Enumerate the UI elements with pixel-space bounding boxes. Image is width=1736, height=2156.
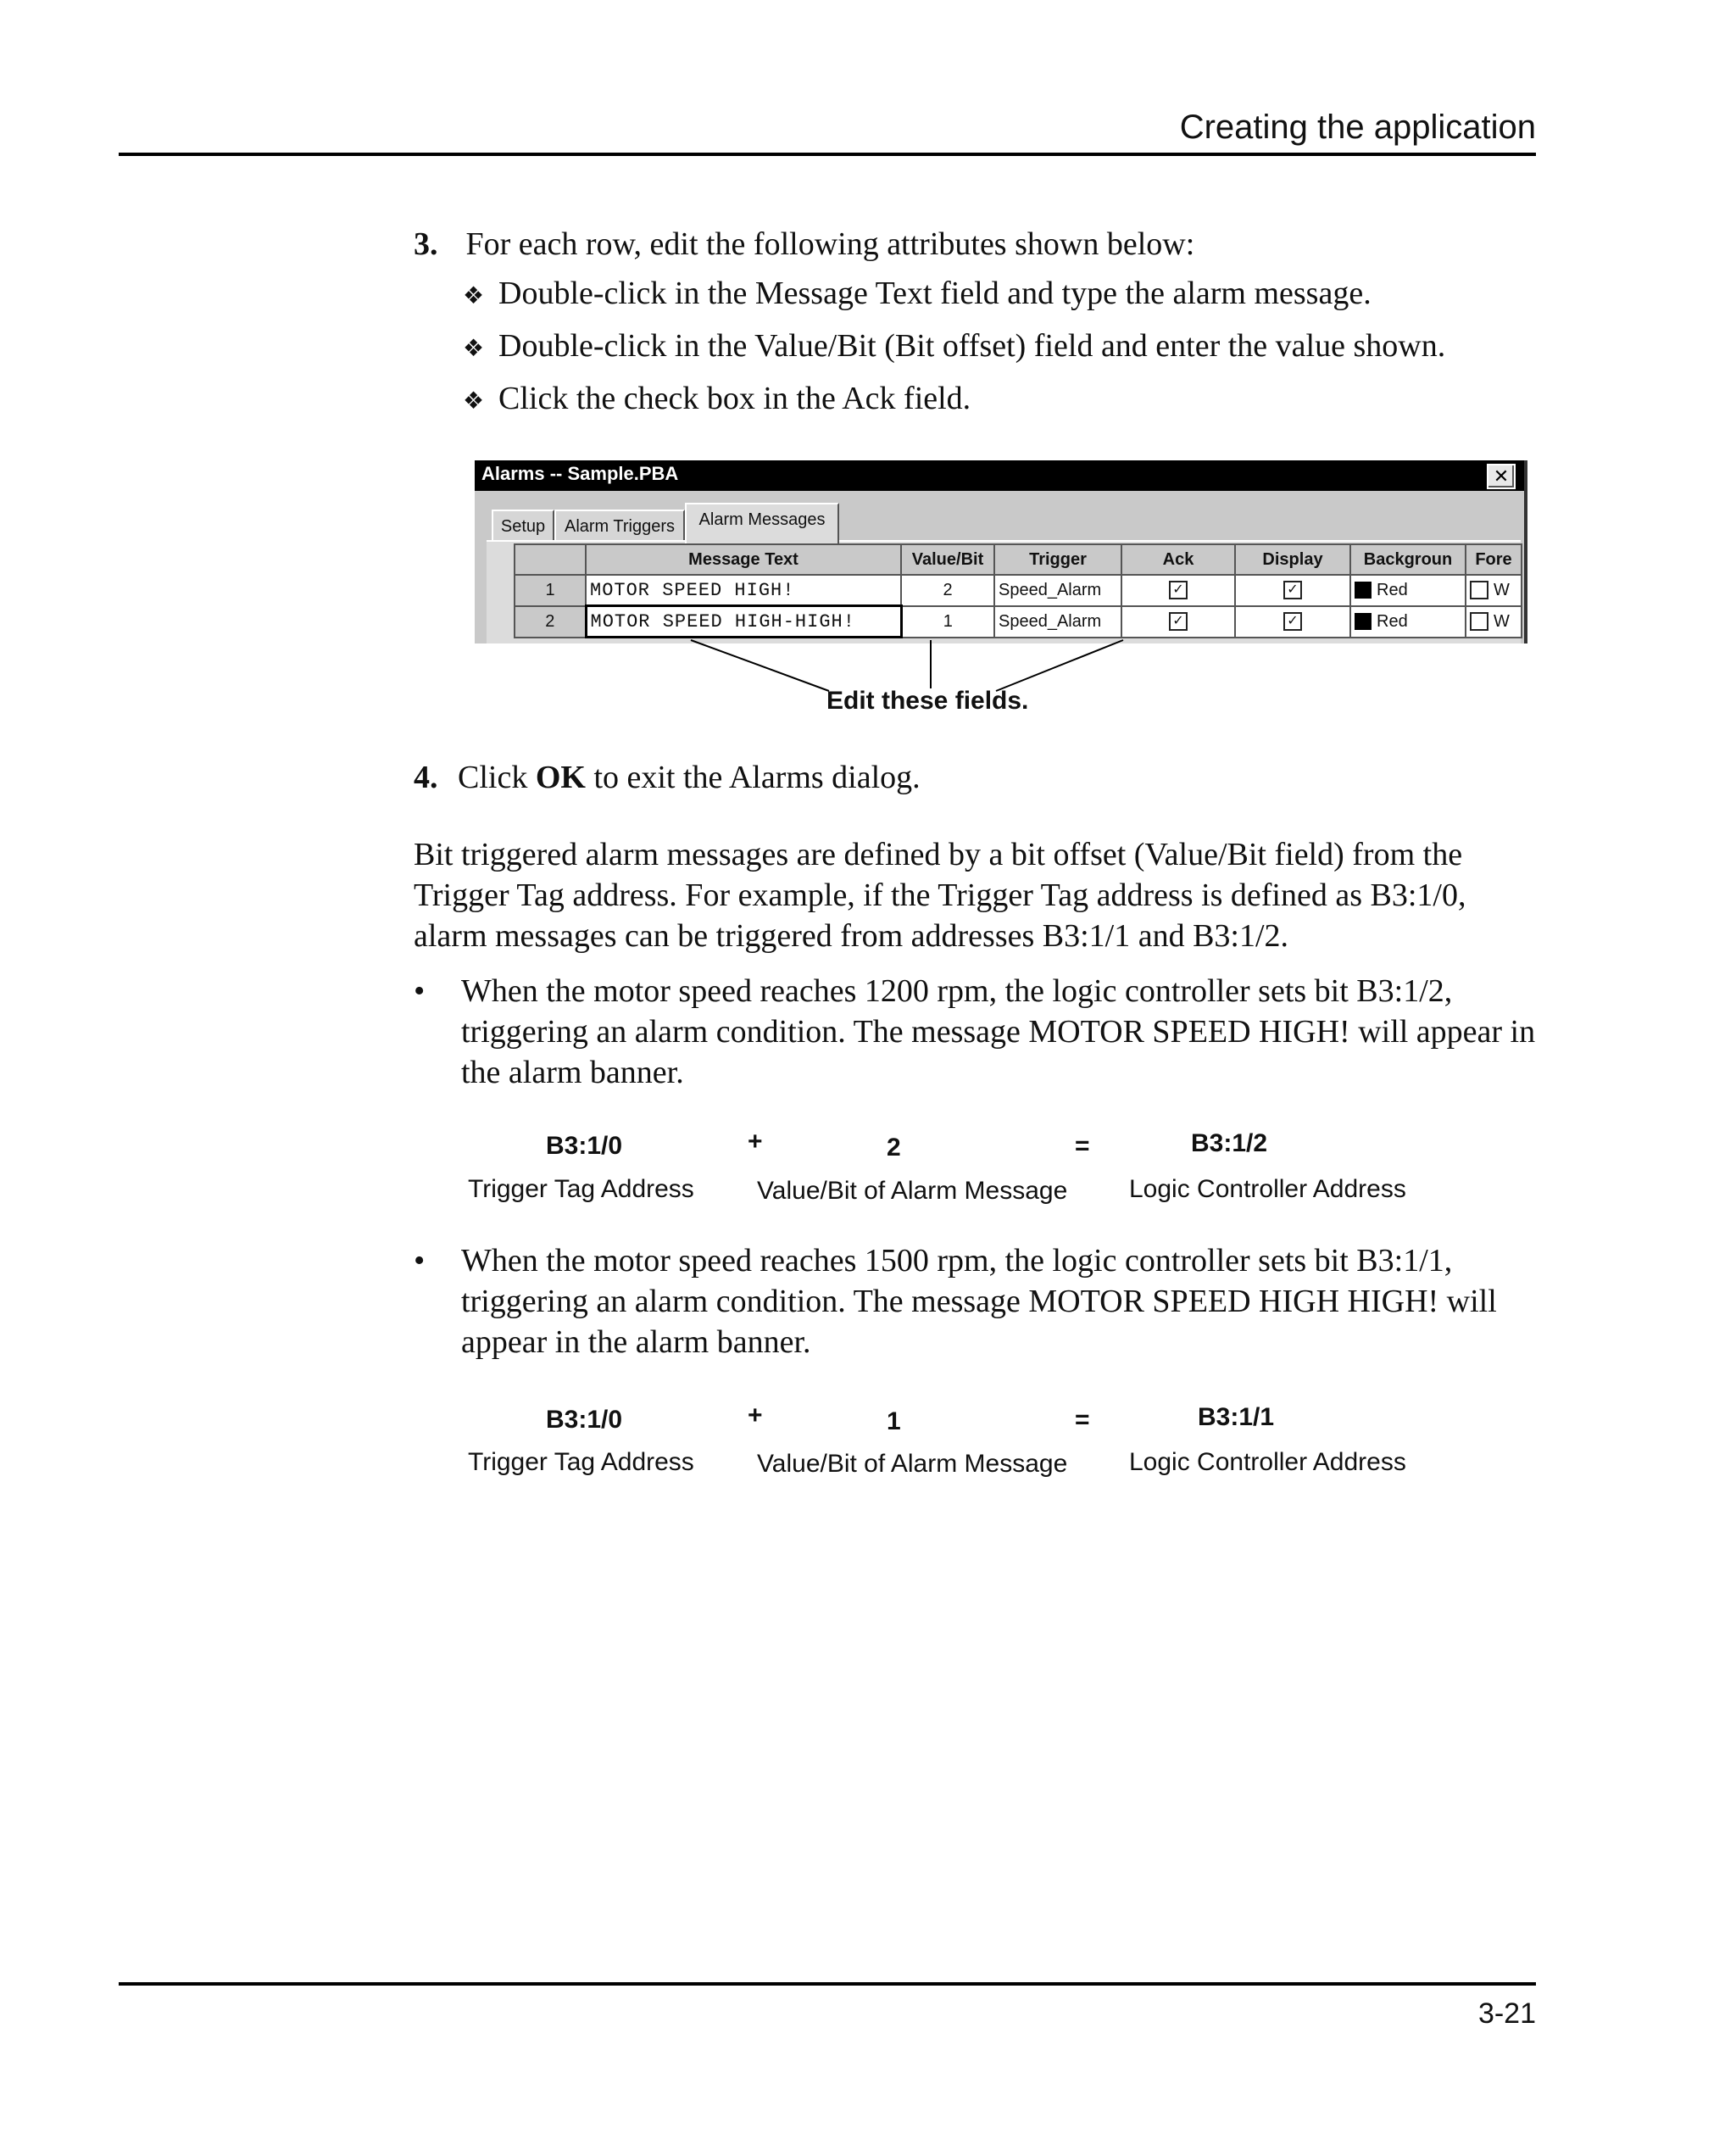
step-3-bullet: ❖ Click the check box in the Ack field. <box>463 378 1539 422</box>
value-bit-cell[interactable]: 1 <box>901 606 994 638</box>
column-header-value-bit[interactable]: Value/Bit <box>901 544 994 575</box>
row-number[interactable]: 1 <box>515 575 586 606</box>
equation-2-plus: + <box>748 1401 763 1429</box>
page-number: 3-21 <box>1477 1997 1536 2030</box>
equation-1-equals: = <box>1075 1132 1090 1160</box>
equation-2-result-label: Logic Controller Address <box>1129 1448 1406 1476</box>
message-text-cell[interactable]: MOTOR SPEED HIGH-HIGH! <box>586 606 901 638</box>
callout-label: Edit these fields. <box>826 687 1029 715</box>
diamond-bullet-icon: ❖ <box>463 283 485 309</box>
ok-emphasis: OK <box>535 760 586 795</box>
trigger-cell[interactable]: Speed_Alarm <box>994 575 1121 606</box>
dialog-title: Alarms -- Sample.PBA <box>481 463 679 484</box>
page-footer <box>119 1982 1536 2030</box>
row-number[interactable]: 2 <box>515 606 586 638</box>
fore-cell[interactable]: W <box>1466 606 1522 638</box>
equation-2-value-label: Value/Bit of Alarm Message <box>757 1450 1068 1478</box>
example-2-text: When the motor speed reaches 1500 rpm, the logic controller sets bit B3:1/1, triggering an alarm condition. The message MOTOR SPEED HIGH HIGH! will appear in the alarm banner. <box>461 1243 1497 1360</box>
callout-lines <box>0 0 1736 763</box>
column-header-trigger[interactable]: Trigger <box>994 544 1121 575</box>
diamond-bullet-icon: ❖ <box>463 388 485 415</box>
equation-1-value-label: Value/Bit of Alarm Message <box>757 1177 1068 1205</box>
equation-1-result-label: Logic Controller Address <box>1129 1175 1406 1203</box>
ack-checkbox[interactable]: ✓ <box>1169 581 1188 599</box>
step-3-number: 3. <box>414 226 438 262</box>
body-paragraph: Bit triggered alarm messages are defined by a bit offset (Value/Bit field) from the Trigger Tag address. For example, if the Trigger Tag address is defined as B3:1/0, alarm messages can be triggered from addresses B3:1/1 and B3:1/2. <box>414 837 1466 954</box>
equation-1-plus: + <box>748 1128 763 1156</box>
example-1-text: When the motor speed reaches 1200 rpm, the logic controller sets bit B3:1/2, triggering an alarm condition. The message MOTOR SPEED HIGH! will appear in the alarm banner. <box>461 973 1536 1090</box>
display-checkbox[interactable]: ✓ <box>1283 581 1302 599</box>
equation-1-trigger-label: Trigger Tag Address <box>468 1175 694 1203</box>
equation-1-trigger: B3:1/0 <box>546 1132 623 1160</box>
equation-2-trigger-label: Trigger Tag Address <box>468 1448 694 1476</box>
header-title: Creating the application <box>1179 109 1536 146</box>
column-header-display[interactable]: Display <box>1235 544 1350 575</box>
column-header-fore[interactable]: Fore <box>1466 544 1522 575</box>
ack-checkbox[interactable]: ✓ <box>1169 612 1188 631</box>
background-cell[interactable]: Red <box>1350 575 1466 606</box>
fore-cell[interactable]: W <box>1466 575 1522 606</box>
tab-alarm-triggers[interactable]: Alarm Triggers <box>554 510 685 542</box>
bullet-icon: • <box>414 1243 426 1279</box>
step-3-bullet: ❖ Double-click in the Value/Bit (Bit offset) field and enter the value shown. <box>463 326 1539 370</box>
step-4-number: 4. <box>414 760 438 795</box>
equation-1-value: 2 <box>887 1134 901 1162</box>
equation-1-result: B3:1/2 <box>1191 1129 1268 1157</box>
bullet-icon: • <box>414 973 426 1009</box>
step-3-bullet: ❖ Double-click in the Message Text field and type the alarm message. <box>463 273 1539 317</box>
equation-2-trigger: B3:1/0 <box>546 1406 623 1434</box>
message-text-cell[interactable]: MOTOR SPEED HIGH! <box>586 575 901 606</box>
tab-setup[interactable]: Setup <box>492 510 554 542</box>
trigger-cell[interactable]: Speed_Alarm <box>994 606 1121 638</box>
step-3-text: For each row, edit the following attributes shown below: <box>465 226 1195 262</box>
display-checkbox[interactable]: ✓ <box>1283 612 1302 631</box>
close-icon[interactable]: ✕ <box>1487 464 1516 489</box>
callout-line <box>996 640 1123 691</box>
tab-alarm-messages[interactable]: Alarm Messages <box>685 503 839 543</box>
callout-line <box>691 640 829 691</box>
value-bit-cell[interactable]: 2 <box>901 575 994 606</box>
column-header-message-text[interactable]: Message Text <box>586 544 901 575</box>
column-header-background[interactable]: Backgroun <box>1350 544 1466 575</box>
equation-2-result: B3:1/1 <box>1198 1403 1275 1431</box>
step-4: 4. Click OK to exit the Alarms dialog. <box>414 760 921 795</box>
column-header-ack[interactable]: Ack <box>1121 544 1235 575</box>
diamond-bullet-icon: ❖ <box>463 336 485 362</box>
background-cell[interactable]: Red <box>1350 606 1466 638</box>
equation-2-value: 1 <box>887 1407 901 1435</box>
equation-2-equals: = <box>1075 1406 1090 1434</box>
